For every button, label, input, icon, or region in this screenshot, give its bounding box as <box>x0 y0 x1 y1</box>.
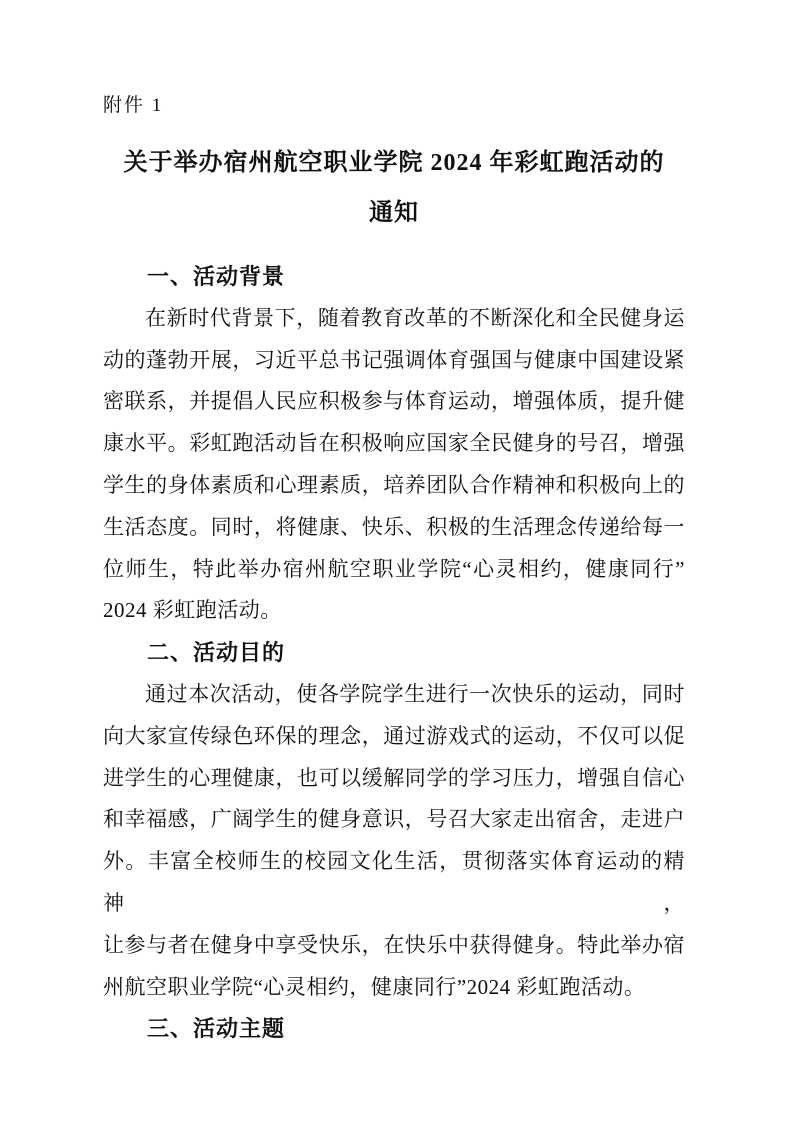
paragraph-purpose <box>103 674 685 1008</box>
paragraph-line: 让参与者在健身中享受快乐，在快乐中获得健身。特此举办宿 <box>103 932 685 957</box>
document-title <box>103 138 685 238</box>
paragraph-line: 康水平。彩虹跑活动旨在积极响应国家全民健身的号召，增强 <box>103 431 685 456</box>
paragraph-line: 位师生，特此举办宿州航空职业学院“心灵相约，健康同行” <box>103 556 685 581</box>
paragraph-line: 州航空职业学院“心灵相约，健康同行”2024 彩虹跑活动。 <box>103 974 646 999</box>
paragraph-line: 和幸福感，广阔学生的健身意识，号召大家走出宿舍，走进户 <box>103 807 685 832</box>
paragraph-line: 学生的身体素质和心理素质，培养团队合作精神和积极向上的 <box>103 472 685 497</box>
paragraph-line: 生活态度。同时，将健康、快乐、积极的生活理念传递给每一 <box>103 514 685 539</box>
document-title-line-2: 通知 <box>369 200 419 226</box>
paragraph-line: 外。丰富全校师生的校园文化生活，贯彻落实体育运动的精神， <box>103 849 685 915</box>
section-activity-purpose <box>103 632 685 1008</box>
section-heading-theme: 三、活动主题 <box>147 1016 286 1042</box>
paragraph-background <box>103 298 685 632</box>
section-heading-background: 一、活动背景 <box>147 264 286 289</box>
paragraph-line: 在新时代背景下，随着教育改革的不断深化和全民健身运 <box>145 305 685 330</box>
paragraph-line: 向大家宣传绿色环保的理念，通过游戏式的运动，不仅可以促 <box>103 723 685 748</box>
section-heading-purpose: 二、活动目的 <box>147 640 286 666</box>
section-activity-theme <box>103 1008 685 1050</box>
paragraph-line: 通过本次活动，使各学院学生进行一次快乐的运动，同时 <box>145 681 685 706</box>
paragraph-line: 密联系，并提倡人民应积极参与体育运动，增强体质，提升健 <box>103 389 685 414</box>
document-title-line-1: 关于举办宿州航空职业学院 2024 年彩虹跑活动的 <box>123 150 665 176</box>
attachment-label: 附件 1 <box>103 95 164 116</box>
paragraph-line: 进学生的心理健康，也可以缓解同学的学习压力，增强自信心 <box>103 765 685 790</box>
document-body <box>103 256 685 1050</box>
section-activity-background <box>103 256 685 632</box>
paragraph-line: 2024 彩虹跑活动。 <box>103 598 282 623</box>
paragraph-line: 动的蓬勃开展，习近平总书记强调体育强国与健康中国建设紧 <box>103 347 685 372</box>
